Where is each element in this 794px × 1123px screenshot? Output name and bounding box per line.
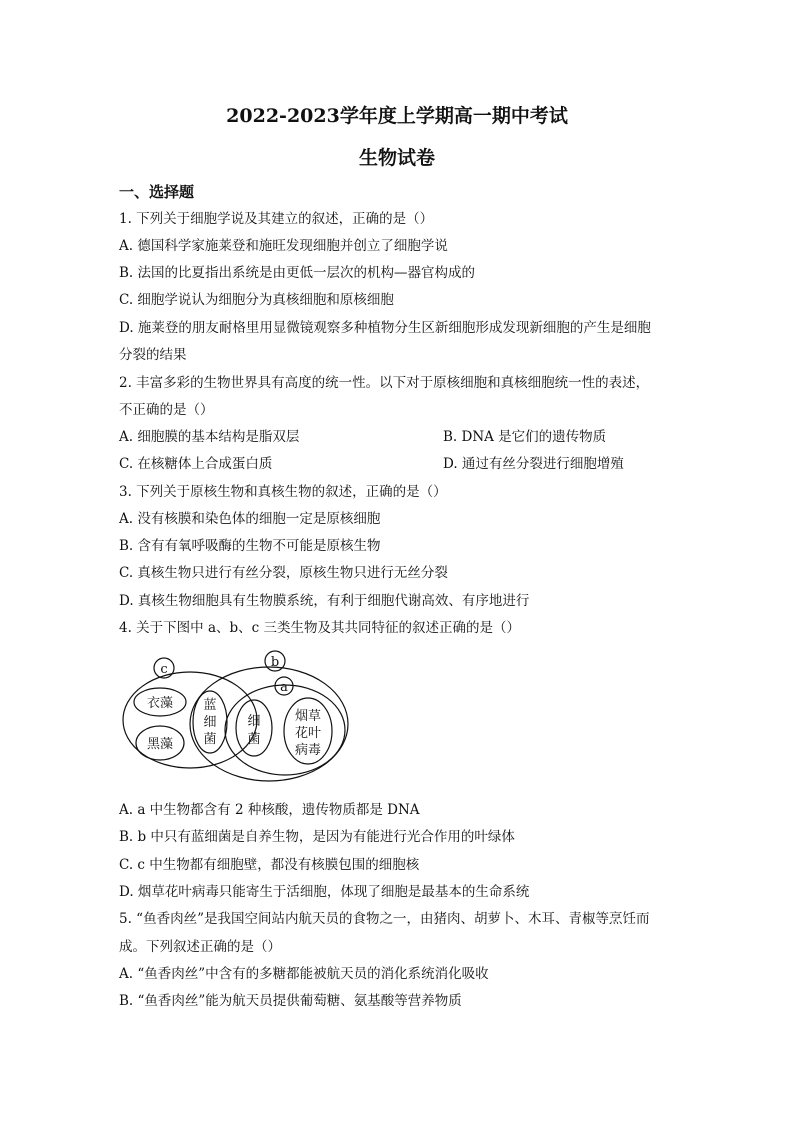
q2-option-a: A. 细胞膜的基本结构是脂双层 bbox=[119, 429, 300, 445]
q1-stem: 1. 下列关于细胞学说及其建立的叙述，正确的是（） bbox=[119, 211, 434, 227]
q5-stem-continued: 成。下列叙述正确的是（） bbox=[119, 939, 281, 955]
heizao-label: 黑藻 bbox=[146, 737, 174, 752]
q5-stem: 5. “鱼香肉丝”是我国空间站内航天员的食物之一，由猪肉、胡萝卜、木耳、青椒等烹饪而 bbox=[119, 911, 650, 927]
q4-option-a: A. a 中生物都含有 2 种核酸，遗传物质都是 DNA bbox=[119, 802, 420, 818]
q4-option-d: D. 烟草花叶病毒只能寄生于活细胞，体现了细胞是最基本的生命系统 bbox=[119, 884, 530, 900]
lanxijun-char-3: 菌 bbox=[203, 732, 217, 747]
exam-title: 2022-2023学年度上学期高一期中考试 bbox=[226, 105, 568, 127]
q4-option-c: C. c 中生物都有细胞壁，都没有核膜包围的细胞核 bbox=[119, 857, 420, 873]
q2-option-c: C. 在核糖体上合成蛋白质 bbox=[119, 456, 273, 472]
yizao-label: 衣藻 bbox=[146, 696, 174, 711]
q3-option-b: B. 含有有氧呼吸酶的生物不可能是原核生物 bbox=[119, 538, 381, 554]
q5-option-b: B. “鱼香肉丝”能为航天员提供葡萄糖、氨基酸等营养物质 bbox=[119, 993, 462, 1009]
xijun-char-2: 菌 bbox=[247, 732, 261, 747]
label-b: b bbox=[270, 655, 280, 670]
lanxijun-char-2: 细 bbox=[203, 715, 217, 730]
q2-option-b: B. DNA 是它们的遗传物质 bbox=[443, 429, 607, 445]
label-c: c bbox=[160, 662, 168, 677]
q3-stem: 3. 下列关于原核生物和真核生物的叙述，正确的是（） bbox=[119, 484, 447, 500]
q3-option-c: C. 真核生物只进行有丝分裂，原核生物只进行无丝分裂 bbox=[119, 565, 448, 581]
yancao-line-3: 病毒 bbox=[294, 743, 322, 758]
q4-option-b: B. b 中只有蓝细菌是自养生物，是因为有能进行光合作用的叶绿体 bbox=[119, 829, 515, 845]
exam-subtitle: 生物试卷 bbox=[358, 147, 435, 169]
q2-stem-continued: 不正确的是（） bbox=[119, 402, 214, 418]
q4-stem: 4. 关于下图中 a、b、c 三类生物及其共同特征的叙述正确的是（） bbox=[119, 620, 521, 636]
q2-stem: 2. 丰富多彩的生物世界具有高度的统一性。以下对于原核细胞和真核细胞统一性的表述， bbox=[119, 375, 650, 391]
yancao-line-1: 烟草 bbox=[294, 709, 322, 724]
q1-option-b: B. 法国的比夏指出系统是由更低一层次的机构—器官构成的 bbox=[119, 265, 476, 281]
yancao-line-2: 花叶 bbox=[294, 726, 322, 741]
section-heading: 一、选择题 bbox=[119, 183, 195, 201]
q1-option-a: A. 德国科学家施莱登和施旺发现细胞并创立了细胞学说 bbox=[119, 238, 448, 254]
venn-diagram bbox=[115, 650, 355, 790]
q2-option-d: D. 通过有丝分裂进行细胞增殖 bbox=[443, 456, 624, 472]
q5-option-a: A. “鱼香肉丝”中含有的多糖都能被航天员的消化系统消化吸收 bbox=[119, 966, 489, 982]
q1-option-d-continued: 分裂的结果 bbox=[119, 347, 187, 363]
label-a: a bbox=[280, 680, 288, 695]
lanxijun-char-1: 蓝 bbox=[203, 698, 217, 713]
q3-option-d: D. 真核生物细胞具有生物膜系统，有利于细胞代谢高效、有序地进行 bbox=[119, 593, 530, 609]
xijun-char-1: 细 bbox=[247, 714, 261, 729]
q3-option-a: A. 没有核膜和染色体的细胞一定是原核细胞 bbox=[119, 511, 381, 527]
q1-option-c: C. 细胞学说认为细胞分为真核细胞和原核细胞 bbox=[119, 292, 394, 308]
q1-option-d: D. 施莱登的朋友耐格里用显微镜观察多种植物分生区新细胞形成发现新细胞的产生是细胞 bbox=[119, 320, 651, 336]
set-a-ellipse bbox=[225, 685, 345, 775]
